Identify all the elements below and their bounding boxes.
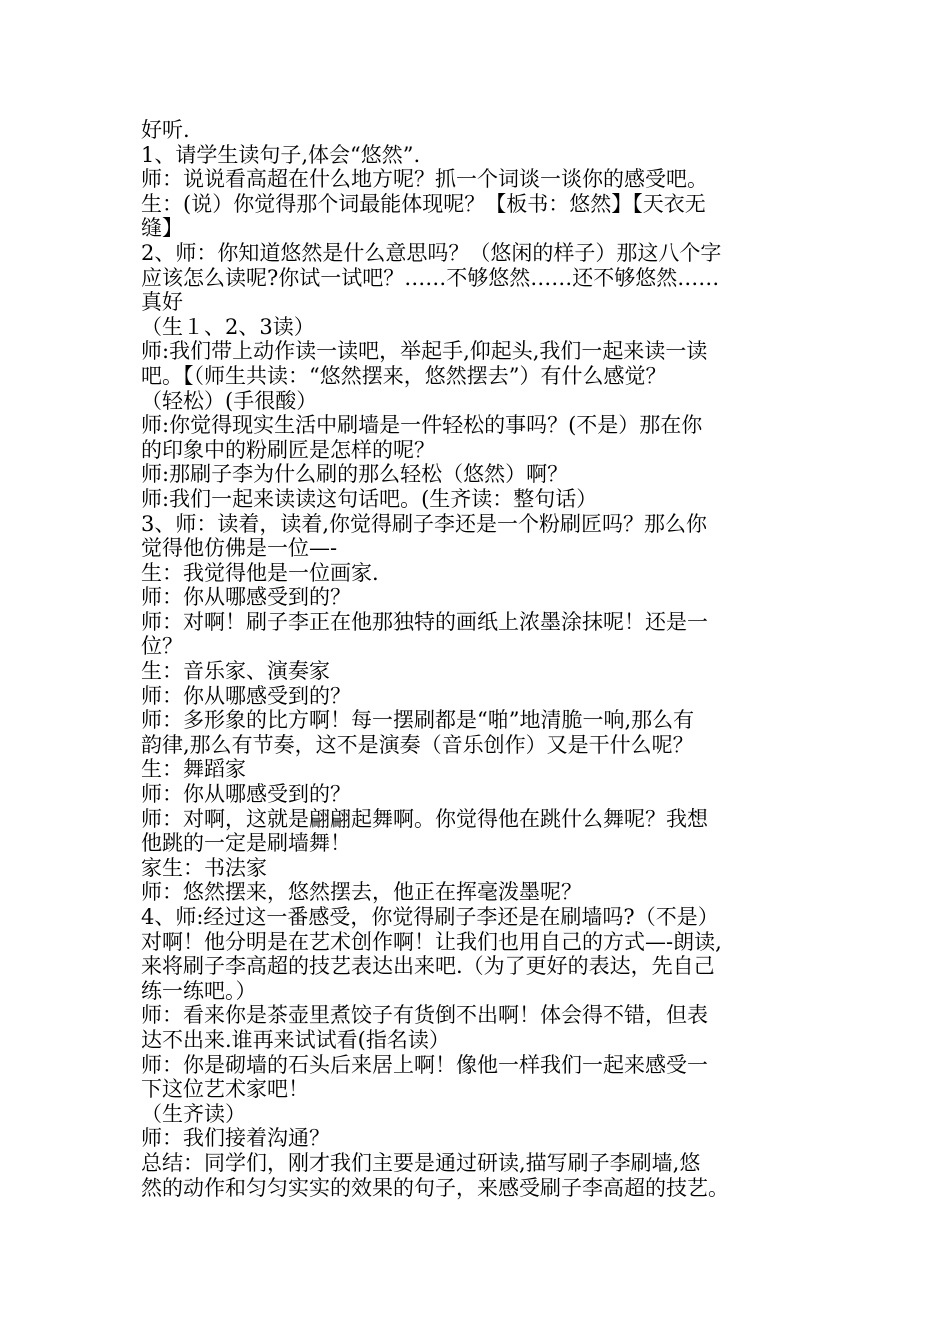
text-line: 吧。【（师生共读：“悠然摆来，悠然摆去”）有什么感觉？ bbox=[141, 363, 667, 388]
text-line: （轻松）(手很酸） bbox=[141, 388, 318, 413]
text-line: 的印象中的粉刷匠是怎样的呢？ bbox=[141, 437, 435, 462]
text-line: 达不出来.谁再来试试看(指名读） bbox=[141, 1027, 450, 1052]
text-line: 3、师：读着，读着,你觉得刷子李还是一个粉刷匠吗？那么你 bbox=[141, 511, 708, 536]
text-line: 位？ bbox=[141, 634, 183, 659]
text-line: 来将刷子李高超的技艺表达出来吧.（为了更好的表达，先自己 bbox=[141, 954, 715, 979]
text-line: 师：你从哪感受到的？ bbox=[141, 782, 351, 807]
text-line: 韵律,那么有节奏，这不是演奏（音乐创作）又是干什么呢？ bbox=[141, 732, 694, 757]
text-line: 缝】 bbox=[141, 216, 183, 241]
text-line: 生：(说）你觉得那个词最能体现呢？【板书：悠然】【天衣无 bbox=[141, 191, 706, 216]
text-line: 然的动作和匀匀实实的效果的句子，来感受刷子李高超的技艺。 bbox=[141, 1175, 729, 1200]
text-line: 师:那刷子李为什么刷的那么轻松（悠然）啊？ bbox=[141, 462, 569, 487]
text-line: 生：舞蹈家 bbox=[141, 757, 246, 782]
text-line: 生：音乐家、演奏家 bbox=[141, 659, 330, 684]
text-line: 师：你从哪感受到的？ bbox=[141, 683, 351, 708]
text-line: （生齐读） bbox=[141, 1101, 246, 1126]
text-line: 师：悠然摆来，悠然摆去，他正在挥毫泼墨呢？ bbox=[141, 880, 582, 905]
text-line: 师:我们带上动作读一读吧，举起手,仰起头,我们一起来读一读 bbox=[141, 339, 708, 364]
text-line: 下这位艺术家吧！ bbox=[141, 1077, 309, 1102]
text-line: 真好 bbox=[141, 290, 183, 315]
text-line: 他跳的一定是刷墙舞！ bbox=[141, 831, 351, 856]
text-line: 师：说说看高超在什么地方呢？抓一个词谈一谈你的感受吧。 bbox=[141, 167, 708, 192]
text-line: 师：你是砌墙的石头后来居上啊！像他一样我们一起来感受一 bbox=[141, 1052, 708, 1077]
text-line: 对啊！他分明是在艺术创作啊！让我们也用自己的方式—-朗读, bbox=[141, 929, 722, 954]
text-line: 师:你觉得现实生活中刷墙是一件轻松的事吗？(不是）那在你 bbox=[141, 413, 703, 438]
text-line: 生：我觉得他是一位画家. bbox=[141, 560, 379, 585]
text-line: 师：对啊！刷子李正在他那独特的画纸上浓墨涂抹呢！还是一 bbox=[141, 609, 708, 634]
text-line: （生１、2、3读） bbox=[141, 314, 315, 339]
text-line: 4、师:经过这一番感受，你觉得刷子李还是在刷墙吗?（不是） bbox=[141, 905, 719, 929]
text-line: 师：对啊，这就是翩翩起舞啊。你觉得他在跳什么舞呢？我想 bbox=[141, 806, 708, 831]
text-line: 师：多形象的比方啊！每一摆刷都是“啪”地清脆一响,那么有 bbox=[141, 708, 695, 733]
text-line: 师:我们一起来读读这句话吧。(生齐读：整句话） bbox=[141, 486, 598, 511]
text-line: 练一练吧。） bbox=[141, 978, 257, 1003]
text-line: 师：看来你是茶壶里煮饺子有货倒不出啊！体会得不错，但表 bbox=[141, 1003, 708, 1028]
text-line: 2、师：你知道悠然是什么意思吗？（悠闲的样子）那这八个字 bbox=[141, 240, 722, 265]
text-line: 1、请学生读句子,体会“悠然”. bbox=[141, 142, 421, 167]
text-line: 觉得他仿佛是一位—- bbox=[141, 536, 338, 561]
lesson-transcript bbox=[141, 118, 841, 1200]
text-line: 好听. bbox=[141, 118, 190, 142]
text-line: 师：你从哪感受到的？ bbox=[141, 585, 351, 610]
text-line: 师：我们接着沟通？ bbox=[141, 1126, 330, 1151]
text-line: 家生：书法家 bbox=[141, 855, 267, 880]
text-line: 总结：同学们，刚才我们主要是通过研读,描写刷子李刷墙,悠 bbox=[141, 1150, 701, 1175]
text-line: 应该怎么读呢?你试一试吧？……不够悠然……还不够悠然…… bbox=[141, 265, 720, 290]
